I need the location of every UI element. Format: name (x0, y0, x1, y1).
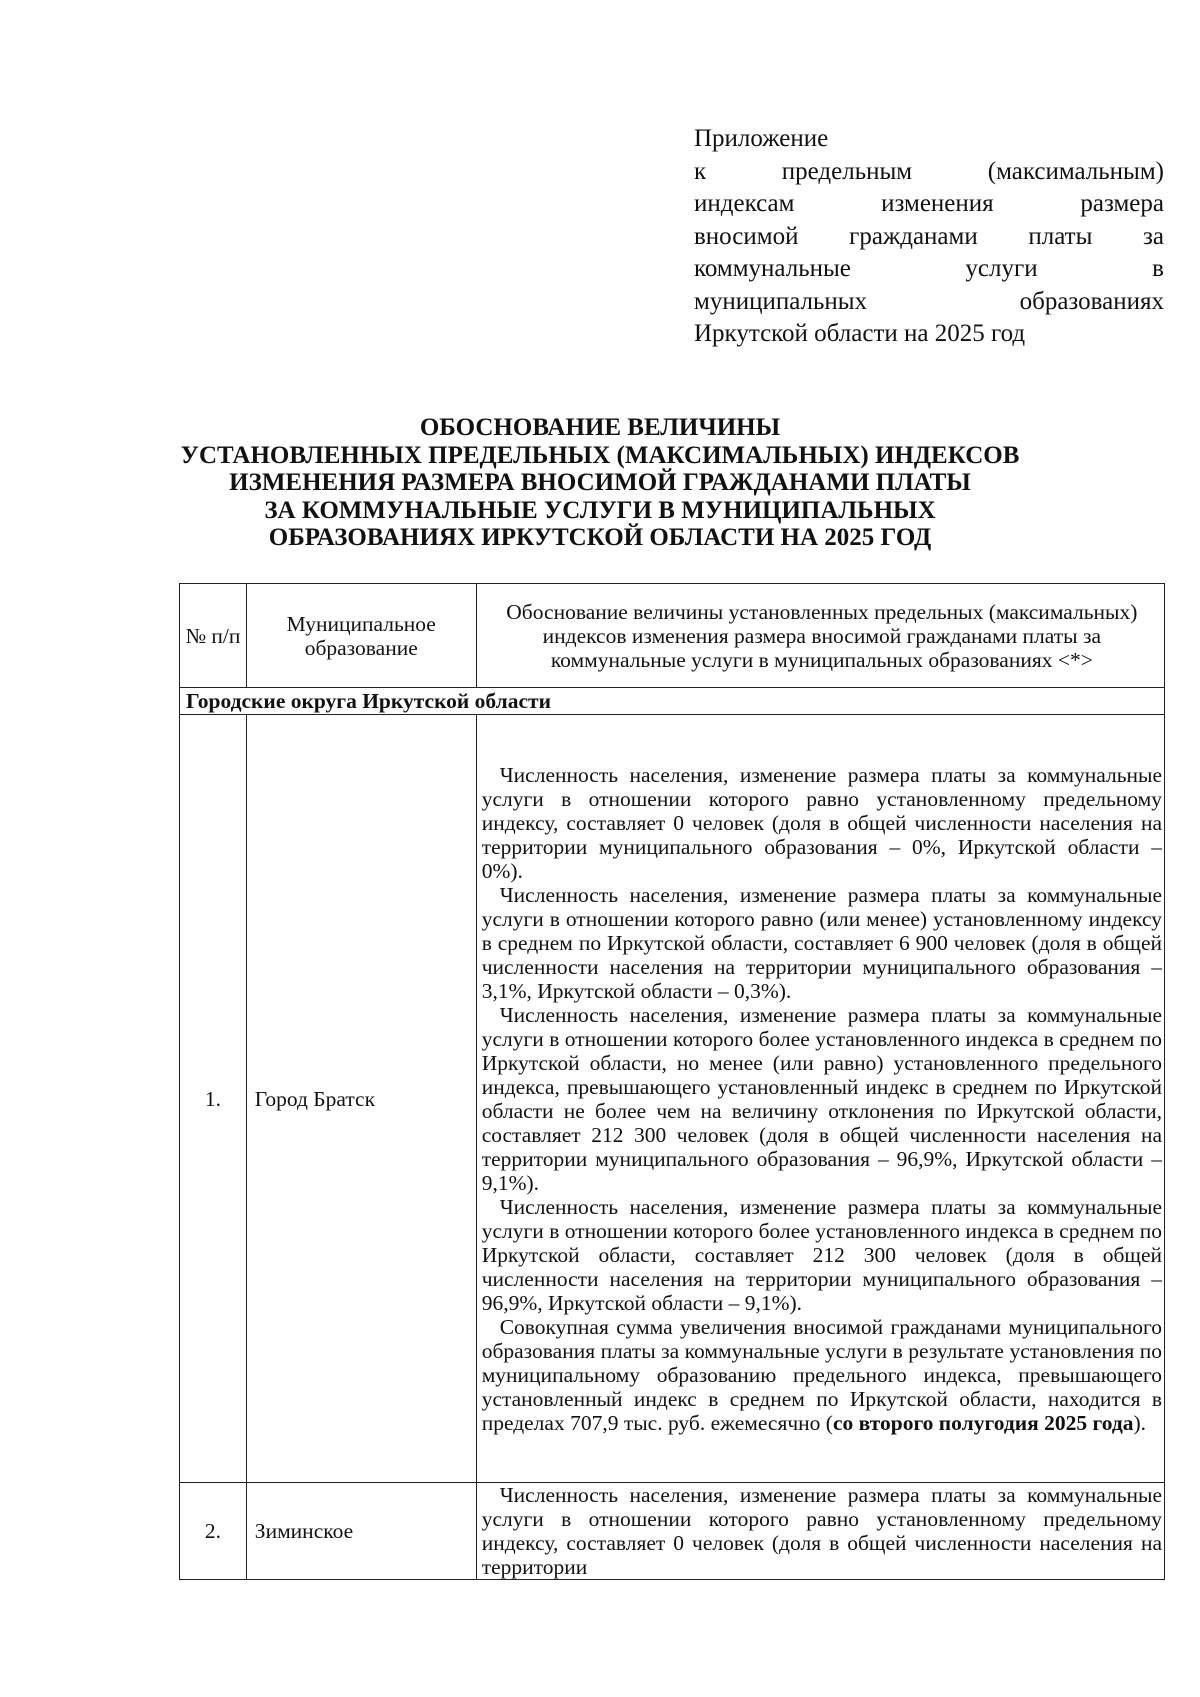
section-row (180, 688, 1165, 715)
row-municipality: Зиминское (246, 1483, 476, 1580)
paragraph: Численность населения, изменение размера платы за коммунальные услуги в отношении которого более установленного индекса в среднем по Иркутской области, составляет 212 300 человек (доля в общей численности населения на территории муниципального образования – 96,9%, Иркутской области – 9,1%). (481, 1194, 1162, 1315)
title-line: ИЗМЕНЕНИЯ РАЗМЕРА ВНОСИМОЙ ГРАЖДАНАМИ ПЛАТЫ (229, 469, 971, 496)
appendix-block (694, 123, 1164, 351)
summary-end: ). (1133, 1410, 1147, 1435)
paragraph: Численность населения, изменение размера платы за коммунальные услуги в отношении которого равно установленному предельному индексу, составляет 0 человек (доля в общей численности населения на территории муниципального образования – 0%, Иркутской области – 0%). (481, 762, 1162, 883)
table-row (180, 715, 1165, 1483)
row-municipality: Город Братск (246, 715, 476, 1483)
row-justification (476, 1483, 1164, 1580)
row-num: 1. (180, 715, 247, 1483)
paragraph: Численность населения, изменение размера платы за коммунальные услуги в отношении которого более установленного индекса в среднем по Иркутской области, но менее (или равно) установленного предельного индекса, превышающего установленный индекс в среднем по Иркутской области не более чем на величину отклонения по Иркутской области, составляет 212 300 человек (доля в общей численности населения на территории муниципального образования – 96,9%, Иркутской области – 9,1%). (481, 1002, 1162, 1195)
table-header-row (180, 584, 1165, 688)
table-row (180, 1483, 1165, 1580)
appendix-line: Приложение (694, 125, 829, 152)
appendix-line: индексам изменения размера (694, 190, 1164, 217)
title-line: УСТАНОВЛЕННЫХ ПРЕДЕЛЬНЫХ (МАКСИМАЛЬНЫХ) ИНДЕКСОВ (180, 441, 1020, 469)
justification-table (179, 583, 1165, 1580)
document-title (170, 414, 1030, 552)
paragraph: Численность населения, изменение размера платы за коммунальные услуги в отношении которого равно установленному предельному индексу, составляет 0 человек (доля в общей численности населения на территории (481, 1483, 1162, 1579)
title-line: ОБОСНОВАНИЕ ВЕЛИЧИНЫ (419, 414, 781, 441)
header-justification: Обоснование величины установленных предельных (максимальных) индексов изменения размера вносимой гражданами платы за коммунальные услуги в муниципальных образованиях <*> (476, 584, 1164, 688)
row-justification (476, 715, 1164, 1483)
appendix-line: муниципальных образованиях (694, 287, 1164, 315)
appendix-line: Иркутской области на 2025 год (694, 320, 1026, 347)
header-num: № п/п (180, 584, 247, 688)
header-municipality: Муниципальное образование (246, 584, 476, 688)
section-title: Городские округа Иркутской области (180, 688, 1165, 715)
appendix-line: вносимой гражданами платы за (694, 222, 1164, 250)
title-line: ЗА КОММУНАЛЬНЫЕ УСЛУГИ В МУНИЦИПАЛЬНЫХ (264, 496, 936, 524)
appendix-line: к предельным (максимальным) (694, 157, 1164, 185)
title-line: ОБРАЗОВАНИЯХ ИРКУТСКОЙ ОБЛАСТИ НА 2025 ГОД (268, 524, 932, 551)
summary-bold-period: со второго полугодия 2025 года (832, 1410, 1134, 1435)
appendix-line: коммунальные услуги в (694, 255, 1164, 282)
summary-text: Совокупная сумма увеличения вносимой гражданами муниципального образования платы за коммунальные услуги в результате установления по муниципальному образованию предельного индекса, превышающего установленный индекс в среднем по Иркутской области, находится в пределах 707,9 тыс. руб. ежемесячно ( (481, 1314, 1162, 1435)
paragraph: Численность населения, изменение размера платы за коммунальные услуги в отношении которого равно (или менее) установленному индексу в среднем по Иркутской области, составляет 6 900 человек (доля в общей численности населения на территории муниципального образования – 3,1%, Иркутской области – 0,3%). (481, 882, 1162, 1003)
paragraph-summary (482, 1315, 1162, 1435)
row-num: 2. (180, 1483, 247, 1580)
